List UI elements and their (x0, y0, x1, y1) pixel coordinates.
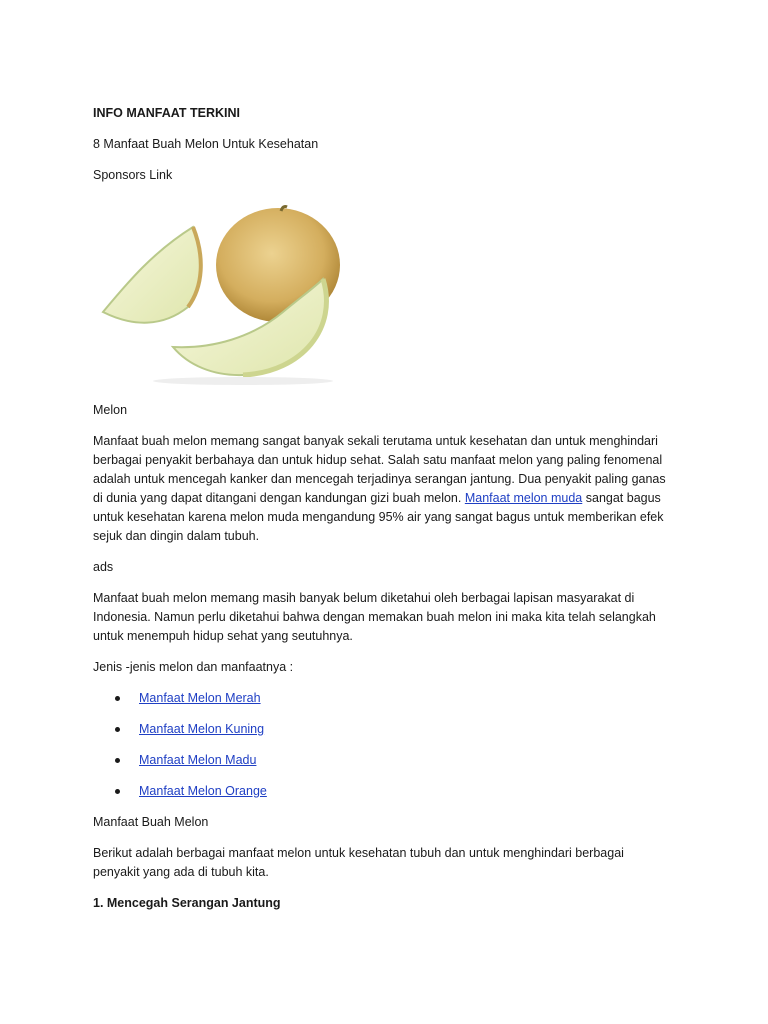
paragraph-intro-text: Manfaat buah melon memang sangat banyak sekali terutama untuk kesehatan dan untuk menghindari berbagai penyakit berbahaya dan untuk hidup sehat. Salah satu manfaat melon yang paling fenomenal adalah untuk mencegah kanker dan mencegah terjadinya serangan jantung. Dua penyakit paling ganas di dunia yang dapat ditangani dengan kandungan gizi buah melon. (93, 434, 666, 505)
melon-orange-link[interactable]: Manfaat Melon Orange (139, 784, 267, 798)
bullet-icon (115, 789, 120, 794)
list-item (93, 720, 673, 739)
ads-label: ads (93, 560, 114, 574)
melon-kuning-link[interactable]: Manfaat Melon Kuning (139, 722, 265, 736)
paragraph-intro-text-after: sangat bagus untuk kesehatan karena melon muda mengandung 95% air yang sangat bagus untuk memberikan efek sejuk dan dingin dalam tubuh. (93, 491, 664, 543)
melon-image (93, 197, 383, 387)
sponsors-label: Sponsors Link (93, 168, 173, 182)
melon-madu-link[interactable]: Manfaat Melon Madu (139, 753, 257, 767)
benefit-item-1: 1. Mencegah Serangan Jantung (93, 896, 281, 910)
image-caption: Melon (93, 403, 128, 417)
paragraph-intro (93, 432, 673, 546)
bullet-icon (115, 727, 120, 732)
list-item (93, 782, 673, 801)
article-title: 8 Manfaat Buah Melon Untuk Kesehatan (93, 137, 319, 151)
types-heading: Jenis -jenis melon dan manfaatnya : (93, 660, 294, 674)
melon-illustration (93, 197, 383, 387)
bullet-icon (115, 758, 120, 763)
melon-types-list (93, 689, 673, 801)
bullet-icon (115, 696, 120, 701)
section-title: Manfaat Buah Melon (93, 815, 209, 829)
melon-slice-left (103, 227, 201, 323)
list-item (93, 689, 673, 708)
paragraph-benefits: Berikut adalah berbagai manfaat melon untuk kesehatan tubuh dan untuk menghindari berbagai penyakit yang ada di tubuh kita. (93, 846, 624, 879)
manfaat-melon-muda-link[interactable]: Manfaat melon muda (464, 491, 583, 505)
site-header: INFO MANFAAT TERKINI (93, 106, 240, 120)
document-page (93, 104, 673, 925)
melon-merah-link[interactable]: Manfaat Melon Merah (139, 691, 261, 705)
list-item (93, 751, 673, 770)
paragraph-info: Manfaat buah melon memang masih banyak belum diketahui oleh berbagai lapisan masyarakat di Indonesia. Namun perlu diketahui bahwa dengan memakan buah melon ini maka kita telah selangkah untuk menempuh hidup sehat yang seutuhnya. (93, 591, 656, 643)
